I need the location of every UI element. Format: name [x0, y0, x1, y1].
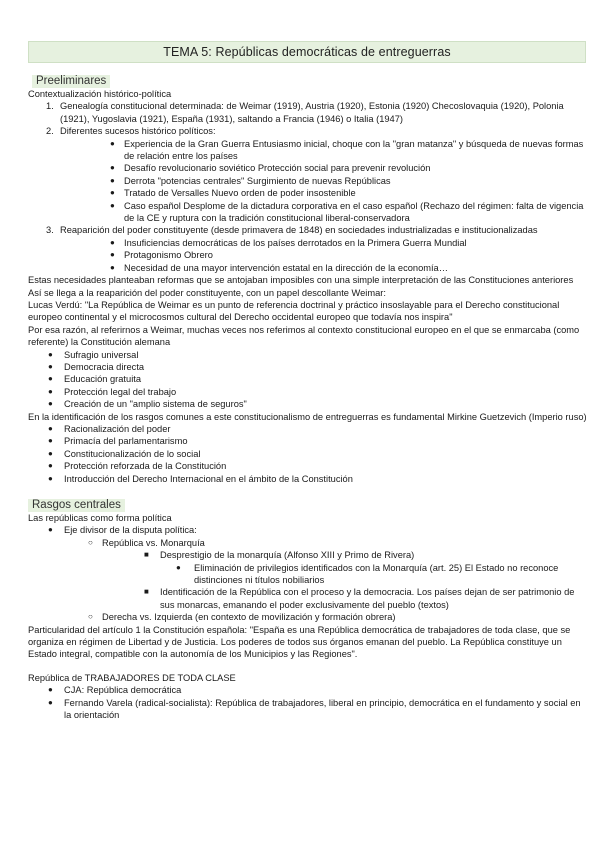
list-item-text: CJA: República democrática	[64, 685, 182, 696]
ordered-list	[28, 100, 588, 137]
bullet-icon: ●	[48, 448, 53, 458]
bullet-icon: ●	[176, 562, 181, 572]
paragraph: Estas necesidades planteaban reformas que se antojaban imposibles con una simple interpretación de las Constituciones anteriores	[28, 275, 574, 286]
list-item-text: Educación gratuita	[64, 374, 142, 385]
list-item-text: Protagonismo Obrero	[124, 250, 213, 261]
document-body	[28, 72, 588, 722]
list-item	[28, 684, 588, 696]
bullet-list-poder-constituyente	[28, 237, 588, 274]
circle-bullet-icon: ○	[88, 537, 93, 547]
bullet-icon: ●	[110, 163, 115, 173]
section-heading-rasgos-centrales: Rasgos centrales	[28, 499, 125, 512]
list-item	[28, 448, 588, 460]
square-list	[28, 549, 588, 561]
list-item	[28, 697, 588, 722]
bullet-icon: ●	[110, 262, 115, 272]
paragraph: En la identificación de los rasgos comunes a este constitucionalismo de entreguerras es fundamental Mirkine Guetzevich (Imperio ruso)	[28, 411, 587, 422]
list-item	[28, 549, 588, 561]
list-item	[28, 162, 588, 174]
list-item-text: Protección reforzada de la Constitución	[64, 461, 227, 472]
list-item	[28, 100, 588, 125]
list-item	[28, 262, 588, 274]
list-item-text: Creación de un "amplio sistema de seguros"	[64, 399, 247, 410]
list-item	[28, 175, 588, 187]
list-item	[28, 423, 588, 435]
paragraph-articulo-1: Particularidad del artículo 1 la Constitución española: "España es una República democrática de trabajadores de toda clase, que se organiza en régimen de Libertad y de Justicia. Los poderes de todos sus órganos emanan del pueblo. La República constituye un Estado integral, compatible con la autonomía de los Municipios y las Regiones".	[28, 624, 571, 660]
bullet-list-weimar	[28, 349, 588, 411]
list-item	[28, 435, 588, 447]
list-item-text: Derecha vs. Izquierda (en contexto de movilización y formación obrera)	[102, 612, 396, 623]
square-bullet-icon: ■	[144, 550, 149, 560]
list-item-text: Genealogía constitucional determinada: de Weimar (1919), Austria (1920), Estonia (1920) Checoslovaquia (1920), Polonia (1921), Yugoslavia (1921), España (1931), saltando a Francia (1946) o Italia (1947)	[60, 101, 564, 124]
square-bullet-icon: ■	[144, 587, 149, 597]
bullet-icon: ●	[48, 374, 53, 384]
bullet-icon: ●	[48, 399, 53, 409]
list-item-text: Desafío revolucionario soviético Protección social para prevenir revolución	[124, 163, 431, 174]
bullet-icon: ●	[110, 175, 115, 185]
bullet-icon: ●	[48, 436, 53, 446]
bullet-icon: ●	[48, 685, 53, 695]
list-item-text: Democracia directa	[64, 361, 145, 372]
list-item	[28, 349, 588, 361]
section-heading-preeliminares: Preeliminares	[32, 75, 110, 88]
list-item-text: Derrota "potencias centrales" Surgimiento de nuevas Repúblicas	[124, 175, 391, 186]
square-list	[28, 586, 588, 611]
list-item-text: Constitucionalización de lo social	[64, 448, 201, 459]
list-item-text: Fernando Varela (radical-socialista): República de trabajadores, liberal en principio, democrática en el fundamento y social en la orientación	[64, 697, 581, 721]
list-number: 1.	[46, 101, 54, 112]
list-item-text: Protección legal del trabajo	[64, 386, 177, 397]
list-item	[28, 361, 588, 373]
list-item	[28, 460, 588, 472]
paragraph: Así se llega a la reaparición del poder constituyente, con un papel descollante Weimar:	[28, 287, 386, 298]
list-item-text: República vs. Monarquía	[102, 537, 205, 548]
bullet-icon: ●	[48, 461, 53, 471]
paragraph: República de TRABAJADORES DE TODA CLASE	[28, 672, 236, 683]
list-item-text: Tratado de Versalles Nuevo orden de poder insostenible	[124, 188, 356, 199]
list-item-text: Desprestigio de la monarquía (Alfonso XIII y Primo de Rivera)	[160, 550, 415, 561]
bullet-icon: ●	[48, 361, 53, 371]
list-item	[28, 373, 588, 385]
list-item	[28, 138, 588, 163]
bullet-icon: ●	[48, 386, 53, 396]
list-item	[28, 386, 588, 398]
list-item	[28, 249, 588, 261]
list-item	[28, 524, 588, 536]
list-item-text: Eje divisor de la disputa política:	[64, 525, 197, 536]
circle-list	[28, 537, 588, 549]
bullet-icon: ●	[48, 473, 53, 483]
bullet-list-sucesos	[28, 138, 588, 225]
list-item-text: Identificación de la República con el proceso y la democracia. Los países dejan de ser patrimonio de sus monarcas, emanando el poder exclusivamente del pueblo (textos)	[160, 587, 575, 610]
list-item-text: Sufragio universal	[64, 349, 139, 360]
quote-paragraph: Lucas Verdú: "La República de Weimar es un punto de referencia doctrinal y práctico insoslayable para el Derecho constitucional europeo continental y el microcosmos cultural del Derecho occidental europeo que todavía nos inspira"	[28, 299, 560, 323]
list-item-text: Experiencia de la Gran Guerra Entusiasmo inicial, choque con la "gran matanza" y búsqueda de nuevas formas de relación entre los países	[124, 138, 584, 162]
document-title: TEMA 5: Repúblicas democráticas de entreguerras	[28, 41, 586, 63]
list-item	[28, 187, 588, 199]
bullet-list-eje	[28, 524, 588, 536]
list-item	[28, 611, 588, 623]
list-item	[28, 200, 588, 225]
bullet-icon: ●	[110, 250, 115, 260]
list-item-text: Racionalización del poder	[64, 423, 171, 434]
bullet-icon: ●	[110, 237, 115, 247]
list-item-text: Necesidad de una mayor intervención estatal en la dirección de la economía…	[124, 262, 449, 273]
list-item-text: Reaparición del poder constituyente (desde primavera de 1848) en sociedades industrializadas e institucionalizadas	[60, 225, 538, 236]
ordered-list	[28, 224, 588, 236]
list-number: 2.	[46, 126, 54, 137]
paragraph: Por esa razón, al referirnos a Weimar, muchas veces nos referimos al contexto constitucional europeo en el que se enmarcaba (como referente) la Constitución alemana	[28, 324, 580, 348]
bullet-icon: ●	[48, 525, 53, 535]
list-item-text: Caso español Desplome de la dictadura corporativa en el caso español (Rechazo del régimen: falta de vigencia de la CE y ruptura con la tradición constitucional liberal-conservadora	[124, 200, 584, 224]
bullet-list-rasgos	[28, 423, 588, 485]
list-item	[28, 562, 588, 587]
bullet-icon: ●	[48, 423, 53, 433]
list-item	[28, 473, 588, 485]
list-number: 3.	[46, 225, 54, 236]
circle-list	[28, 611, 588, 623]
circle-bullet-icon: ○	[88, 612, 93, 622]
list-item-text: Primacía del parlamentarismo	[64, 436, 188, 447]
bullet-icon: ●	[48, 697, 53, 707]
list-item	[28, 224, 588, 236]
bullet-list-trabajadores	[28, 684, 588, 721]
list-item-text: Diferentes sucesos histórico políticos:	[60, 126, 216, 137]
bullet-list-deep	[28, 562, 588, 587]
list-item	[28, 586, 588, 611]
bullet-icon: ●	[110, 200, 115, 210]
list-item	[28, 237, 588, 249]
list-item	[28, 537, 588, 549]
list-item-text: Insuficiencias democráticas de los países derrotados en la Primera Guerra Mundial	[124, 237, 467, 248]
list-item-text: Introducción del Derecho Internacional en el ámbito de la Constitución	[64, 473, 353, 484]
list-item-text: Eliminación de privilegios identificados con la Monarquía (art. 25) El Estado no reconoce distinciones ni títulos nobiliarios	[194, 562, 559, 586]
bullet-icon: ●	[110, 188, 115, 198]
paragraph: Las repúblicas como forma política	[28, 513, 172, 523]
list-item	[28, 125, 588, 137]
list-item	[28, 398, 588, 410]
bullet-icon: ●	[110, 138, 115, 148]
bullet-icon: ●	[48, 349, 53, 359]
subheading-contextualizacion: Contextualización histórico-política	[28, 89, 172, 99]
